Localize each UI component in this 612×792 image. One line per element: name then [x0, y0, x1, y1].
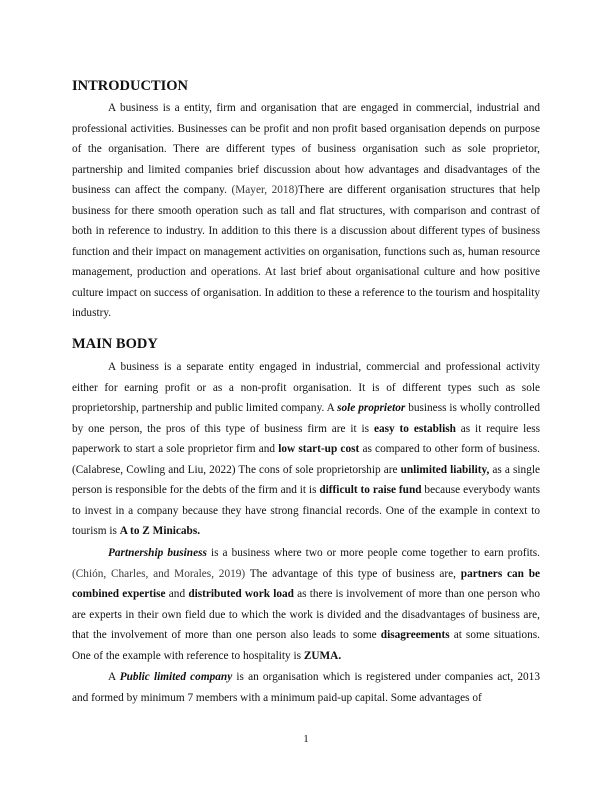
bold-term: partners can be combined expertise — [72, 567, 541, 600]
text-run: A business is a entity, firm and organisation that are engaged in commercial, industrial and professional activities. Businesses can be profit and non profit based organisation depends on purpose of the organisation. There are different types of business organisation such as sole proprietor, partnership and limited companies brief discussion about how advantages and disadvantages of the business can affect the company. — [72, 102, 540, 196]
text-run: is an organisation which is registered under companies act, 2013 and formed by minimum 7 members with a minimum paid-up capital. Some advantages of — [72, 671, 540, 704]
text-run: at some situations. One of the example with reference to hospitality is — [72, 629, 540, 662]
page-number: 1 — [303, 733, 309, 745]
text-run: There are different organisation structures that help business for there smooth operation such as tall and flat structures, with comparison and contrast of both in reference to industry. In addition to this there is a discussion about different types of business function and their impact on management activities on organisation, functions such as, human resource management, production and operations. At last brief about organisational culture and how positive culture impact on success of organisation. In addition to these a reference to the tourism and hospitality industry. — [72, 184, 540, 319]
partnership-paragraph — [72, 543, 540, 666]
text-run: as it require less paperwork to start a sole proprietor firm and — [72, 422, 541, 455]
public-company-paragraph — [72, 667, 540, 708]
emphasis-term: Public limited company — [119, 671, 233, 683]
text-run: as compared to other form of business. (Calabrese, Cowling and Liu, 2022) The cons of sole proprietorship are — [72, 443, 541, 476]
emphasis-term: sole proprietor — [337, 402, 406, 414]
bold-term: A to Z Minicabs. — [119, 525, 201, 537]
emphasis-term: Partnership business — [108, 547, 207, 559]
text-run: business is wholly controlled by one person, the pros of this type of business firm are it is — [72, 402, 540, 435]
citation: (Chión, Charles, and Morales, 2019) — [72, 567, 246, 580]
business-types-paragraph — [72, 357, 540, 542]
text-run: and — [165, 588, 189, 600]
text-run: as a single person is responsible for the debts of the firm and it is — [72, 463, 540, 496]
citation: (Mayer, 2018) — [231, 184, 298, 196]
bold-term: easy to establish — [373, 422, 456, 435]
introduction-heading: INTRODUCTION — [72, 78, 189, 94]
text-run: as there is involvement of more than one person who are experts in their own field due to which the work is divided and the disadvantages of business are, that the involvement of more than one person also leads to some — [72, 588, 541, 641]
bold-term: difficult to raise fund — [319, 484, 422, 496]
bold-term: ZUMA. — [303, 649, 342, 662]
main-body-heading: MAIN BODY — [72, 336, 158, 352]
bold-term: distributed work load — [188, 588, 294, 600]
text-run: because everybody wants to invest in a company because they have strong financial records. One of the example in context to tourism is — [72, 484, 540, 537]
text-run: A business is a separate entity engaged in industrial, commercial and professional activity either for earning profit or as a non-profit organisation. It is of different types such as sole proprietorship, partnership and public limited company. A — [72, 361, 540, 414]
bold-term: disagreements — [380, 629, 450, 641]
bold-term: unlimited liability, — [400, 463, 490, 476]
text-run: The advantage of this type of business are, — [245, 567, 461, 580]
introduction-paragraph — [72, 98, 540, 324]
text-run: A — [108, 671, 120, 683]
text-run: is a business where two or more people come together to earn profits. — [206, 547, 540, 559]
bold-term: low start-up cost — [278, 443, 360, 455]
